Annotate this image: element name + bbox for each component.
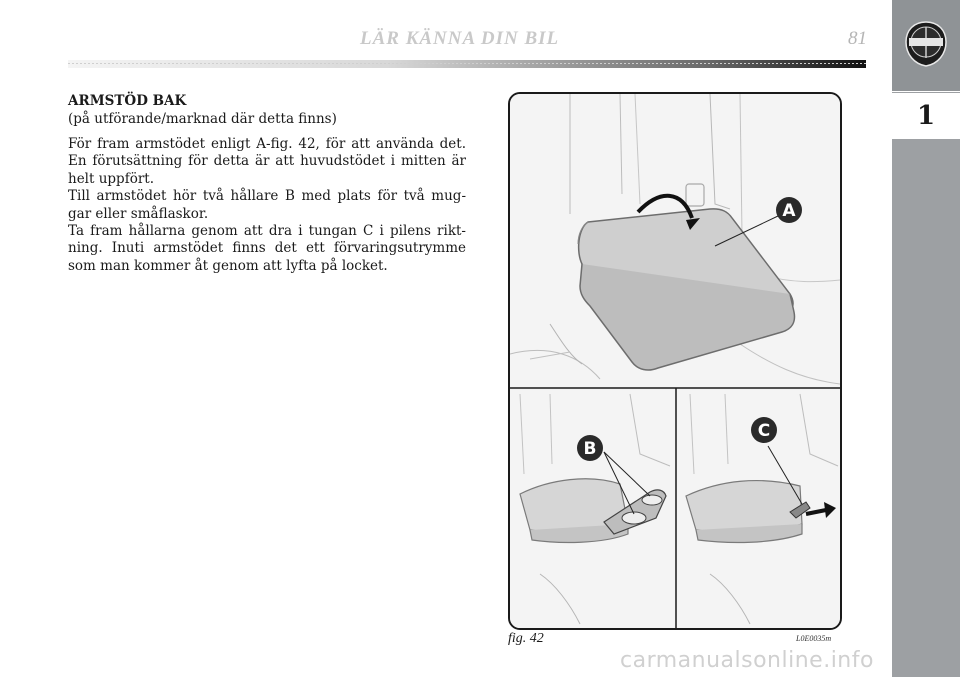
section-heading: ARMSTÖD BAK bbox=[68, 93, 187, 109]
figure-code: L0E0035m bbox=[796, 634, 832, 643]
section-subheading: (på utförande/marknad där detta finns) bbox=[68, 111, 337, 127]
section-body bbox=[68, 136, 466, 275]
header-rule bbox=[68, 60, 866, 68]
side-tab-logo-area bbox=[892, 0, 960, 92]
lancia-logo-icon bbox=[904, 20, 948, 68]
page-number: 81 bbox=[848, 28, 867, 49]
header-title: LÄR KÄNNA DIN BIL bbox=[360, 28, 560, 49]
paragraph: För fram armstödet enligt A-fig. 42, för att använda det. En förutsättning för detta är att huvudstödet i mitten är helt uppfört. bbox=[68, 136, 466, 187]
callout-a-marker bbox=[776, 197, 802, 223]
watermark: carmanualsonline.info bbox=[620, 648, 874, 673]
callout-b-marker bbox=[577, 435, 603, 461]
chapter-box bbox=[892, 93, 960, 139]
paragraph: Ta fram hållarna genom att dra i tungan C i pilens rikt-ning. Inuti armstödet finns det ett förvaringsutrymme som man kommer åt genom att lyfta på locket. bbox=[68, 223, 466, 274]
chapter-number: 1 bbox=[916, 101, 936, 131]
section-text bbox=[68, 92, 466, 275]
chapter-side-tab bbox=[892, 0, 960, 677]
figure-42-illustration bbox=[508, 92, 842, 630]
figure-caption: fig. 42 bbox=[508, 631, 544, 646]
callout-c-marker bbox=[751, 417, 777, 443]
callout-c-label: C bbox=[757, 421, 771, 441]
paragraph: Till armstödet hör två hållare B med plats för två mug-gar eller småflaskor. bbox=[68, 188, 466, 222]
callout-a-label: A bbox=[782, 201, 796, 221]
callout-b-label: B bbox=[583, 439, 597, 459]
armrest-illustration bbox=[510, 94, 840, 628]
